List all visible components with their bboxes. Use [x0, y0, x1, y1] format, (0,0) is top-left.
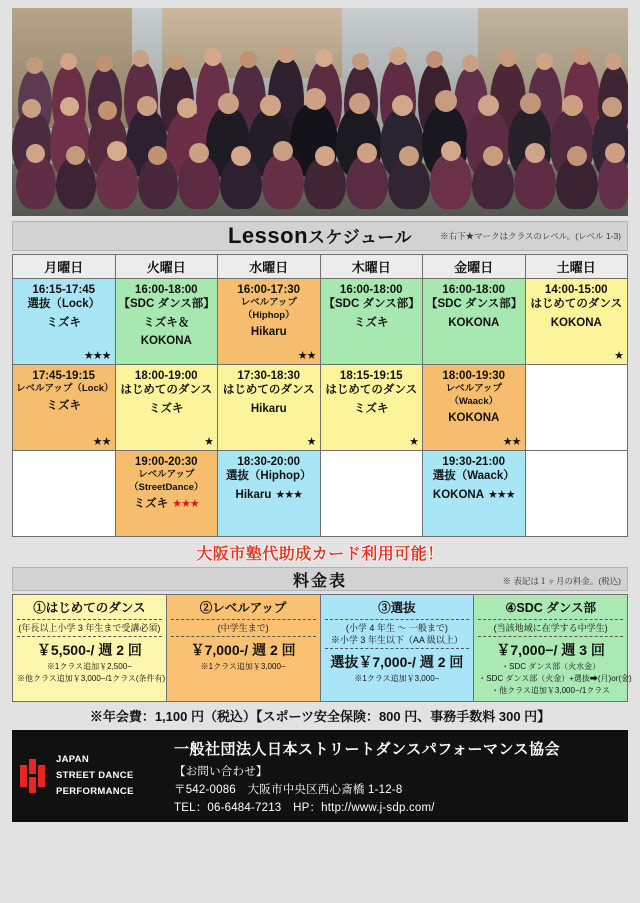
class-level-stars: ★★★: [488, 488, 515, 501]
schedule-cell[interactable]: [115, 279, 218, 365]
schedule-col-monday: 月曜日: [13, 255, 116, 279]
contact-tel-hp: TEL：06-6484-7213 HP：http://www.j-sdp.com/: [174, 801, 435, 814]
class-time: 19:30-21:00: [442, 456, 506, 468]
schedule-cell[interactable]: [423, 365, 526, 451]
schedule-cell-empty: [525, 451, 628, 537]
class-teacher-row: [16, 396, 112, 414]
price-column-amount: ￥7,000−/ 週 3 回: [496, 642, 605, 659]
class-level-stars: ★★★: [275, 488, 302, 501]
schedule-row: [13, 365, 628, 451]
class-time: 14:00-15:00: [544, 284, 608, 296]
class-level-stars: ★★: [502, 436, 521, 448]
class-name: はじめてのダンス: [325, 384, 418, 397]
class-teacher: Hikaru: [250, 326, 287, 339]
class-name: 【SDC ダンス部】: [118, 298, 215, 311]
annual-fee-line: ※年会費：1,100 円（税込）【スポーツ安全保険：800 円、事務手数料 300 円】: [89, 709, 551, 725]
subsidy-card-notice: 大阪市塾代助成カード利用可能！: [196, 546, 444, 563]
price-column-title: ①はじめてのダンス: [33, 601, 146, 615]
class-name: はじめてのダンス: [530, 298, 623, 311]
class-teacher: KOKONA: [448, 412, 500, 425]
schedule-col-tuesday: 火曜日: [115, 255, 218, 279]
group-photo: [12, 8, 628, 216]
class-name: 選抜（Waack）: [432, 470, 515, 483]
schedule-cell-empty: [525, 365, 628, 451]
class-teacher: ミズキ: [133, 498, 169, 511]
class-time: 17:45-19:15: [32, 370, 96, 382]
price-title: 料金表: [292, 572, 347, 590]
price-column[interactable]: [320, 595, 474, 702]
price-column-notes: ※1クラス追加￥3,000−: [200, 662, 286, 672]
photo-crowd: [12, 51, 628, 216]
class-teacher: ミズキ: [149, 402, 184, 415]
class-name: レベルアップ（Hiphop）: [240, 297, 297, 321]
class-teacher: KOKONA: [550, 316, 602, 329]
lesson-schedule-title-bar: [12, 221, 628, 251]
price-column-notes: ・SDC ダンス部（火水金） ・SDC ダンス部（火金）+選抜➡(月)or(金) ・他クラス追加￥3,000−/1クラス: [478, 662, 632, 695]
class-teacher: KOKONA: [448, 316, 500, 329]
class-time: 18:30-20:00: [237, 456, 301, 468]
price-column-notes: ※1クラス追加￥3,000−: [354, 674, 440, 684]
class-teacher: ミズキ: [46, 316, 81, 329]
class-name: 選抜（Lock）: [27, 298, 101, 311]
class-time: 18:15-19:15: [339, 370, 403, 382]
class-name: はじめてのダンス: [120, 384, 213, 397]
class-teacher-row: [221, 485, 317, 503]
schedule-cell[interactable]: [115, 365, 218, 451]
class-name: レベルアップ（Waack）: [445, 383, 502, 407]
contact-label: 【お問い合わせ】: [174, 765, 268, 778]
lesson-title: [228, 223, 412, 249]
schedule-header-row: [13, 255, 628, 279]
organization-name: 一般社団法人日本ストリートダンスパフォーマンス協会: [174, 740, 561, 758]
class-time: 19:00-20:30: [134, 456, 198, 468]
footer-logo-text: [56, 752, 134, 800]
class-teacher: ミズキ: [354, 402, 389, 415]
class-name: レベルアップ: [138, 469, 195, 481]
schedule-cell[interactable]: [525, 279, 628, 365]
lesson-title-main: Lesson: [227, 223, 309, 248]
class-teacher-row: [16, 313, 112, 331]
class-teacher: ミズキ＆KOKONA: [140, 316, 192, 347]
price-column-amount: ￥7,000-/ 週 2 回: [190, 642, 296, 659]
lesson-schedule-table: [12, 254, 628, 537]
class-teacher-row: [529, 313, 625, 331]
price-row: [13, 595, 628, 702]
class-teacher-row: [324, 399, 420, 417]
jsdp-logo-icon: [20, 759, 50, 793]
class-teacher-row: [119, 494, 215, 512]
schedule-cell[interactable]: [218, 279, 321, 365]
class-teacher: Hikaru: [250, 402, 287, 415]
class-teacher-row: [221, 322, 317, 340]
schedule-cell[interactable]: [13, 279, 116, 365]
schedule-col-thursday: 木曜日: [320, 255, 423, 279]
logo-line-3: PERFORMANCE: [56, 786, 134, 798]
price-note: ※ 表記は１ヶ月の料金。(税込): [502, 576, 621, 586]
class-level-stars: ★★★: [172, 498, 199, 511]
footer-logo: [20, 752, 170, 800]
schedule-col-friday: 金曜日: [423, 255, 526, 279]
class-teacher: Hikaru: [235, 488, 272, 501]
class-level-stars: ★: [409, 436, 418, 448]
schedule-cell[interactable]: [115, 451, 218, 537]
schedule-cell[interactable]: [218, 365, 321, 451]
class-teacher-row: [426, 485, 522, 503]
class-teacher-row: [119, 399, 215, 417]
schedule-col-wednesday: 水曜日: [218, 255, 321, 279]
price-column-amount: ￥5,500-/ 週 2 回: [36, 642, 142, 659]
class-time: 17:30-18:30: [237, 370, 301, 382]
class-level-stars: ★★★: [83, 350, 111, 362]
schedule-col-saturday: 土曜日: [525, 255, 628, 279]
class-teacher-row: [426, 408, 522, 426]
schedule-cell[interactable]: [423, 279, 526, 365]
class-time: 16:00-18:00: [442, 284, 506, 296]
schedule-row: [13, 279, 628, 365]
price-column[interactable]: [474, 595, 632, 702]
price-column-eligibility: (中学生まで): [171, 619, 316, 637]
class-time: 16:00-18:00: [339, 284, 403, 296]
class-time: 18:00-19:30: [442, 370, 506, 382]
class-name: 【SDC ダンス部】: [426, 298, 523, 311]
class-level-stars: ★★: [297, 350, 316, 362]
price-column-title: ③選抜: [378, 601, 416, 615]
class-time: 16:00-17:30: [237, 284, 301, 296]
schedule-cell[interactable]: [218, 451, 321, 537]
schedule-cell[interactable]: [423, 451, 526, 537]
class-teacher-row: [119, 313, 215, 349]
class-time: 16:00-18:00: [134, 284, 198, 296]
schedule-cell[interactable]: [320, 279, 423, 365]
price-column-amount: 選抜￥7,000-/ 週 2 回: [330, 654, 464, 671]
class-teacher: ミズキ: [46, 399, 81, 412]
price-title-bar: [12, 567, 628, 591]
schedule-cell[interactable]: [320, 365, 423, 451]
price-column-eligibility: (年長以上小学 3 年生まで受講必須): [17, 619, 162, 637]
class-time: 16:15-17:45: [32, 284, 96, 296]
class-time: 18:00-19:00: [134, 370, 198, 382]
price-column-eligibility: (小学 4 年生 〜 一般まで) ※小学 3 年生以下（AA 級以上）: [325, 619, 470, 649]
schedule-row: [13, 451, 628, 537]
price-column[interactable]: [13, 595, 167, 702]
logo-line-2: STREET DANCE: [56, 770, 134, 782]
class-name: レベルアップ（Lock）: [16, 383, 114, 395]
footer: [12, 730, 628, 822]
class-teacher-row: [221, 399, 317, 417]
footer-contact-block: [170, 738, 620, 815]
class-level-stars: ★: [614, 350, 623, 362]
contact-address: 〒542-0086 大阪市中央区西心斎橋 1-12-8: [174, 783, 403, 796]
class-teacher: ミズキ: [354, 316, 389, 329]
class-level-stars: ★★: [92, 436, 111, 448]
price-column-eligibility: (当該地域に在学する中学生): [478, 619, 623, 637]
lesson-title-sub: スケジュール: [308, 228, 412, 247]
schedule-cell-empty: [13, 451, 116, 537]
schedule-cell[interactable]: [13, 365, 116, 451]
class-name: はじめてのダンス: [222, 384, 315, 397]
price-column-title: ②レベルアップ: [199, 601, 287, 615]
price-column-title: ④SDC ダンス部: [505, 601, 597, 615]
class-teacher-row: [426, 313, 522, 331]
class-name: 【SDC ダンス部】: [323, 298, 420, 311]
class-level-stars: ★: [306, 436, 316, 448]
class-name-line2: （StreetDance）: [129, 481, 204, 493]
price-column-notes: ※1クラス追加￥2,500− ※他クラス追加￥3,000−/1クラス(条件有): [17, 662, 166, 683]
logo-line-1: JAPAN: [56, 753, 89, 765]
class-name: 選抜（Hiphop）: [225, 470, 312, 483]
schedule-cell-empty: [320, 451, 423, 537]
class-level-stars: ★: [204, 436, 213, 448]
class-teacher: KOKONA: [432, 488, 485, 501]
lesson-level-note: ※右下★マークはクラスのレベル。(レベル 1-3): [440, 231, 621, 241]
price-column[interactable]: [166, 595, 320, 702]
class-teacher-row: [324, 313, 420, 331]
price-table: [12, 594, 632, 702]
